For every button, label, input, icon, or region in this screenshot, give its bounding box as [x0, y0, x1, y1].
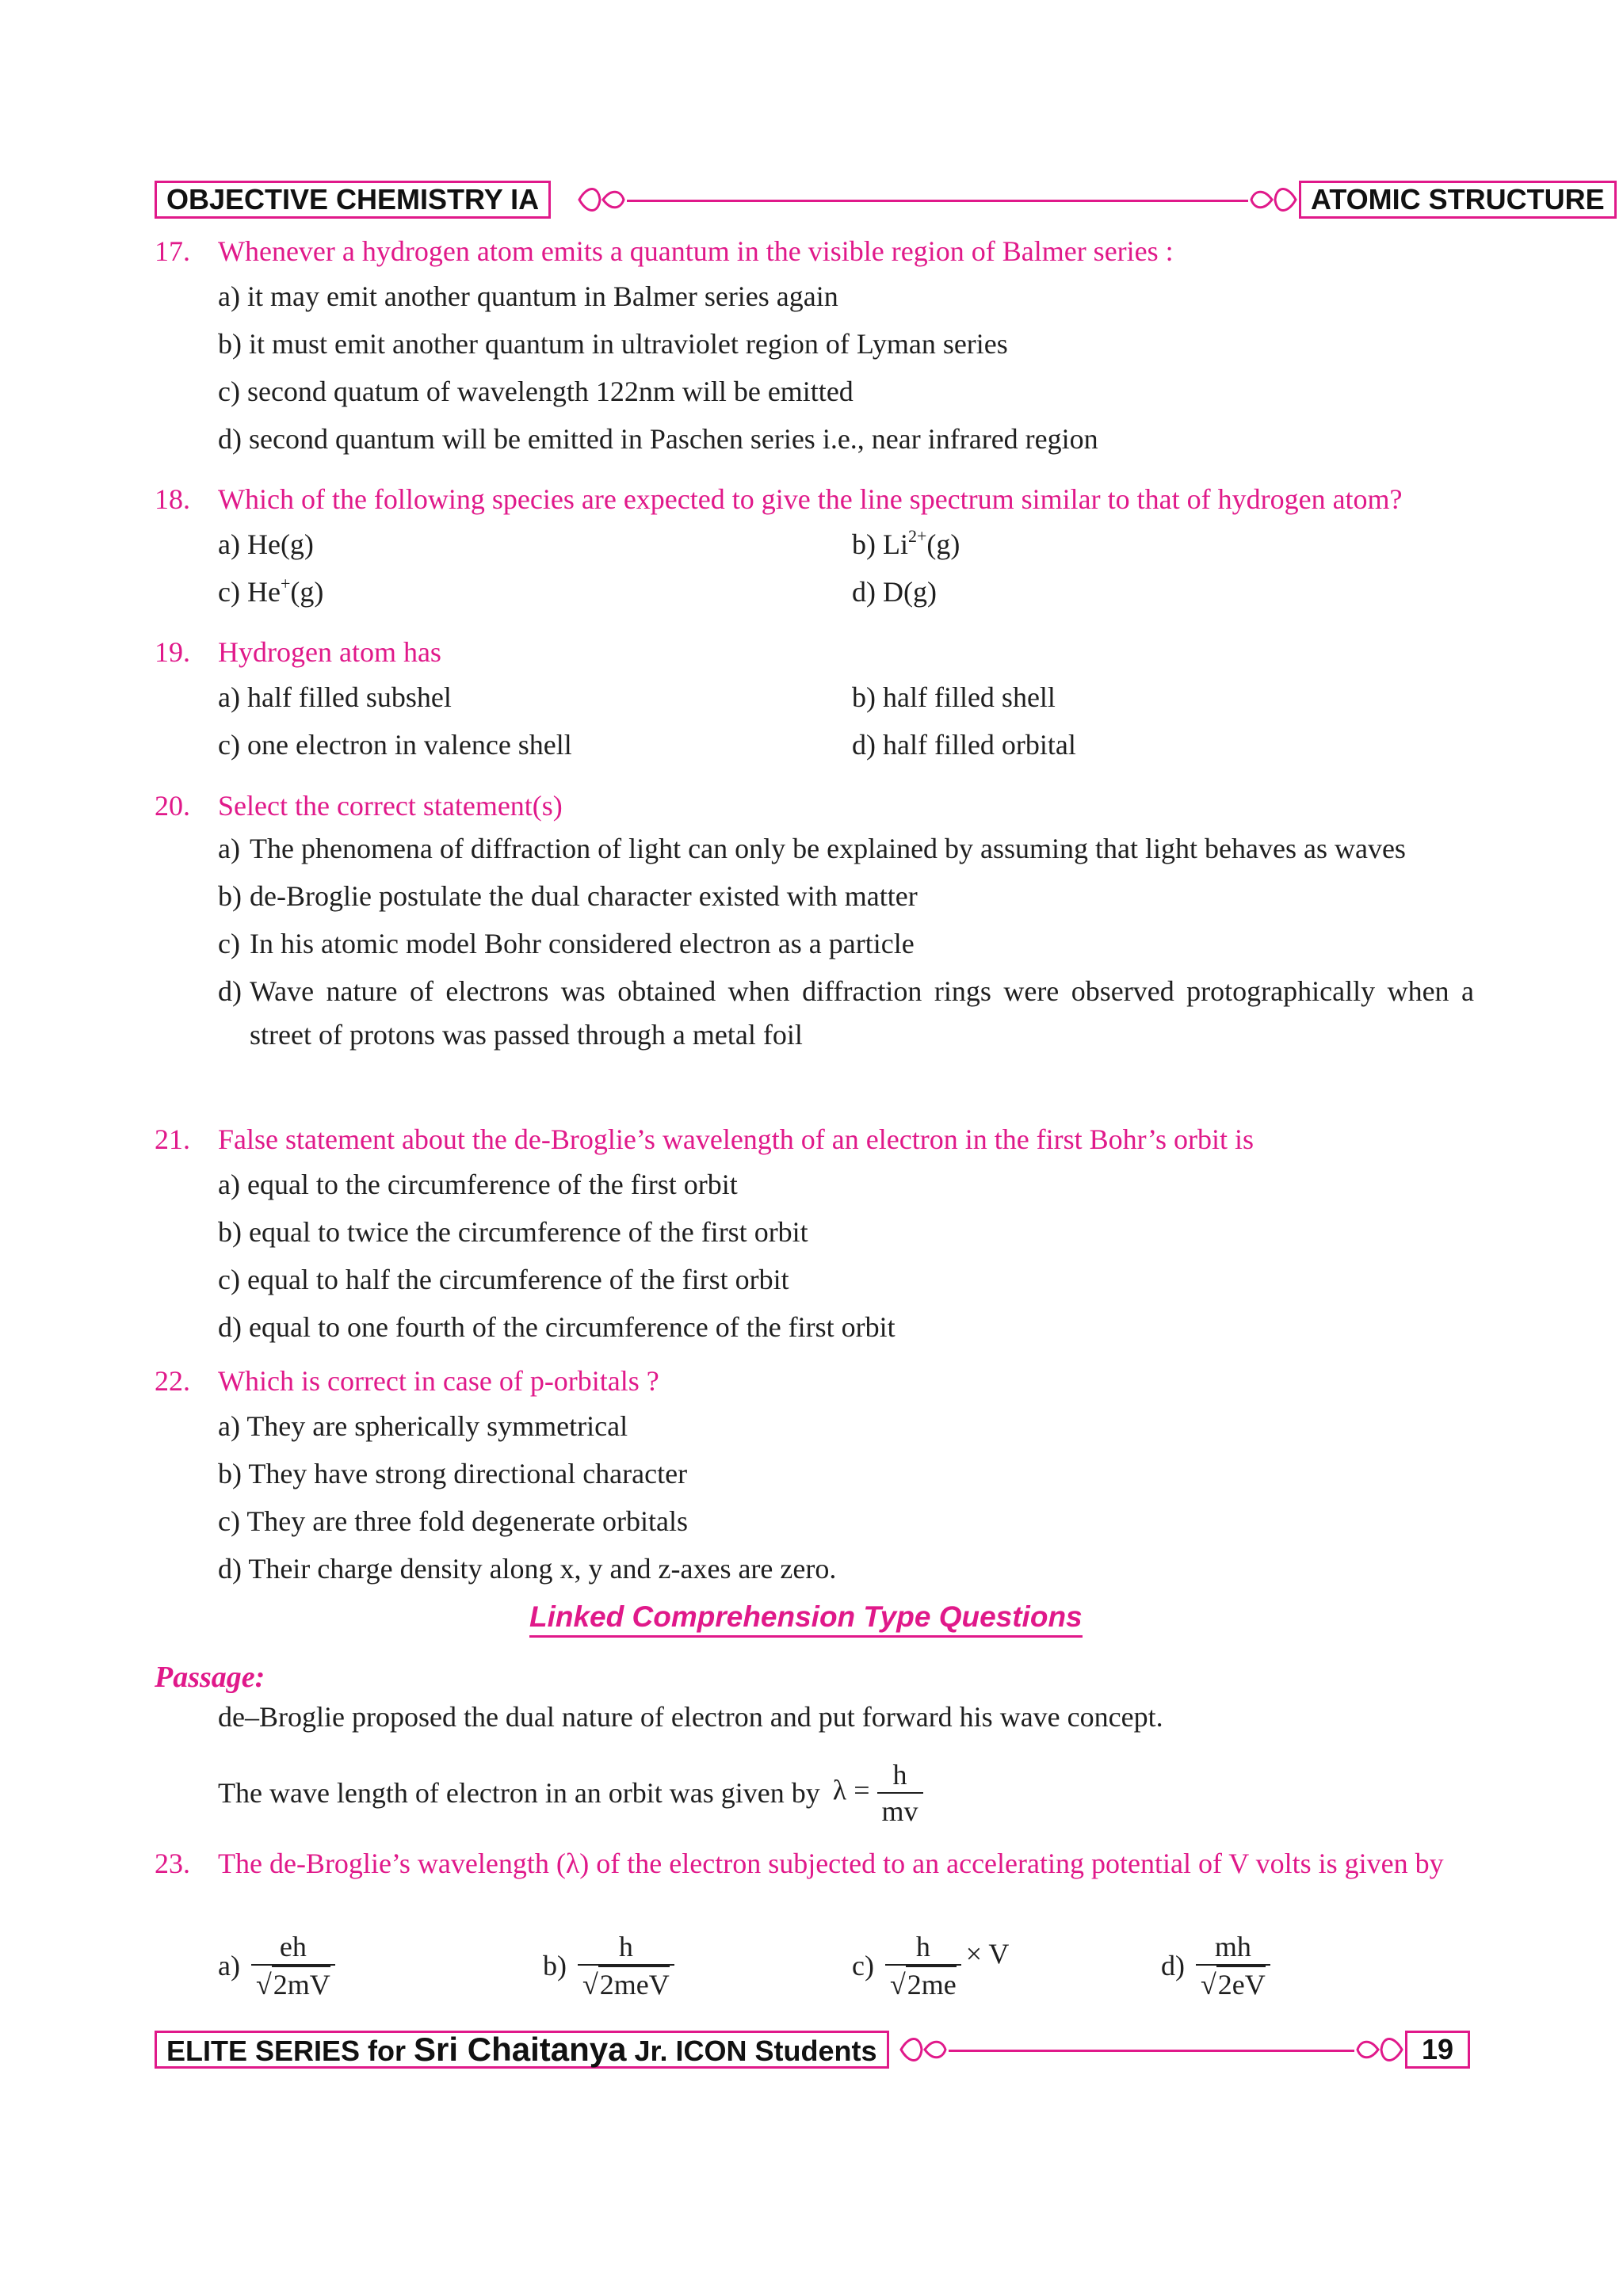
- flourish-right-icon: [1248, 181, 1299, 219]
- option-c: c) second quatum of wavelength 122nm will be emitted: [218, 376, 854, 407]
- question-20: [155, 784, 1474, 1061]
- option-b: b) $Li^{2+}(g)$: [852, 526, 960, 560]
- option-d: d) Their charge density along x, y and z-axes are zero.: [218, 1553, 837, 1585]
- flourish-right-icon: [1354, 2031, 1405, 2069]
- passage-text: The wave length of electron in an orbit was given by: [218, 1777, 820, 1809]
- flourish-left-icon: [898, 2031, 949, 2069]
- question-17: [155, 230, 1474, 463]
- option-c: c) He+(g): [218, 574, 324, 608]
- question-text: Select the correct statement(s): [218, 790, 563, 822]
- question-number: 19.: [155, 636, 190, 668]
- option-d: d) second quantum will be emitted in Paschen series i.e., near infrared region: [218, 423, 1098, 455]
- question-22: [155, 1360, 1474, 1592]
- option-c: c) $\frac{h}{√2me}$ × V: [852, 1931, 1010, 2000]
- header-chapter: ATOMIC STRUCTURE: [1299, 181, 1617, 219]
- passage-line-2: [218, 1757, 923, 1829]
- question-text: Hydrogen atom has: [218, 636, 441, 668]
- question-text: The de-Broglie’s wavelength (λ) of the electron subjected to an accelerating potential of V volts is given by: [218, 1848, 1444, 1879]
- header-subject: OBJECTIVE CHEMISTRY IA: [155, 181, 551, 219]
- option-d: d) half filled orbital: [852, 729, 1076, 761]
- question-text: Whenever a hydrogen atom emits a quantum in the visible region of Balmer series :: [218, 235, 1174, 267]
- option-a: a) equal to the circumference of the first orbit: [218, 1169, 738, 1200]
- question-text: Which is correct in case of p-orbitals ?: [218, 1365, 659, 1397]
- question-number: 20.: [155, 790, 190, 822]
- option-a: a) They are spherically symmetrical: [218, 1410, 628, 1442]
- question-number: 22.: [155, 1365, 190, 1397]
- option-c: c) They are three fold degenerate orbitals: [218, 1505, 689, 1537]
- header-rule: [627, 200, 1248, 202]
- option-a: a) it may emit another quantum in Balmer series again: [218, 280, 838, 312]
- question-number: 23.: [155, 1848, 190, 1879]
- option-d: d) Wave nature of electrons was obtained when diffraction rings were observed protographically when a street of protons was passed through a metal foil: [218, 975, 1474, 1051]
- question-18: [155, 478, 1474, 616]
- footer-series: ELITE SERIES for Sri Chaitanya Jr. ICON Students: [155, 2031, 889, 2069]
- question-19: [155, 631, 1474, 769]
- lambda-formula: λ = $\frac{h}{mv}$: [833, 1757, 923, 1829]
- question-23: [155, 1842, 1474, 1885]
- option-b: b) They have strong directional character: [218, 1458, 688, 1489]
- question-text: False statement about the de-Broglie’s wavelength of an electron in the first Bohr’s orbit is: [218, 1123, 1254, 1155]
- footer-rule: [949, 2050, 1354, 2052]
- brand-name: Sri Chaitanya: [414, 2031, 627, 2068]
- option-b: b) de-Broglie postulate the dual character existed with matter: [218, 880, 918, 912]
- question-number: 17.: [155, 235, 190, 267]
- option-a: a) half filled subshel: [218, 681, 452, 713]
- option-d: d) equal to one fourth of the circumference of the first orbit: [218, 1311, 896, 1343]
- option-a: a) The phenomena of diffraction of light can only be explained by assuming that light behaves as waves: [218, 833, 1406, 864]
- page-footer: [155, 2031, 1470, 2072]
- option-d: d) $\frac{mh}{√2eV}$: [1161, 1929, 1270, 2002]
- option-d: d) D(g): [852, 576, 937, 608]
- option-c: c) one electron in valence shell: [218, 729, 572, 761]
- question-21: [155, 1118, 1474, 1351]
- passage-label: Passage:: [155, 1661, 265, 1694]
- page-number: 19: [1405, 2031, 1470, 2069]
- passage-line-1: de–Broglie proposed the dual nature of electron and put forward his wave concept.: [218, 1701, 1163, 1733]
- flourish-left-icon: [576, 181, 627, 219]
- question-number: 21.: [155, 1123, 190, 1155]
- option-b: b) half filled shell: [852, 681, 1056, 713]
- option-b: b) equal to twice the circumference of the first orbit: [218, 1216, 808, 1248]
- option-a: a) He(g): [218, 528, 314, 560]
- option-a: a) $\frac{eh}{√2mV}$: [218, 1929, 335, 2002]
- question-text: Which of the following species are expected to give the line spectrum similar to that of hydrogen atom?: [218, 483, 1403, 515]
- section-title: Linked Comprehension Type Questions: [529, 1600, 1083, 1638]
- option-c: c) equal to half the circumference of the first orbit: [218, 1264, 789, 1295]
- option-b: b) it must emit another quantum in ultraviolet region of Lyman series: [218, 328, 1008, 360]
- page-header: [155, 181, 1605, 222]
- question-number: 18.: [155, 483, 190, 515]
- option-c: c) In his atomic model Bohr considered electron as a particle: [218, 928, 915, 959]
- option-b: b) $\frac{h}{\text{√2meV}}$: [543, 1929, 674, 2002]
